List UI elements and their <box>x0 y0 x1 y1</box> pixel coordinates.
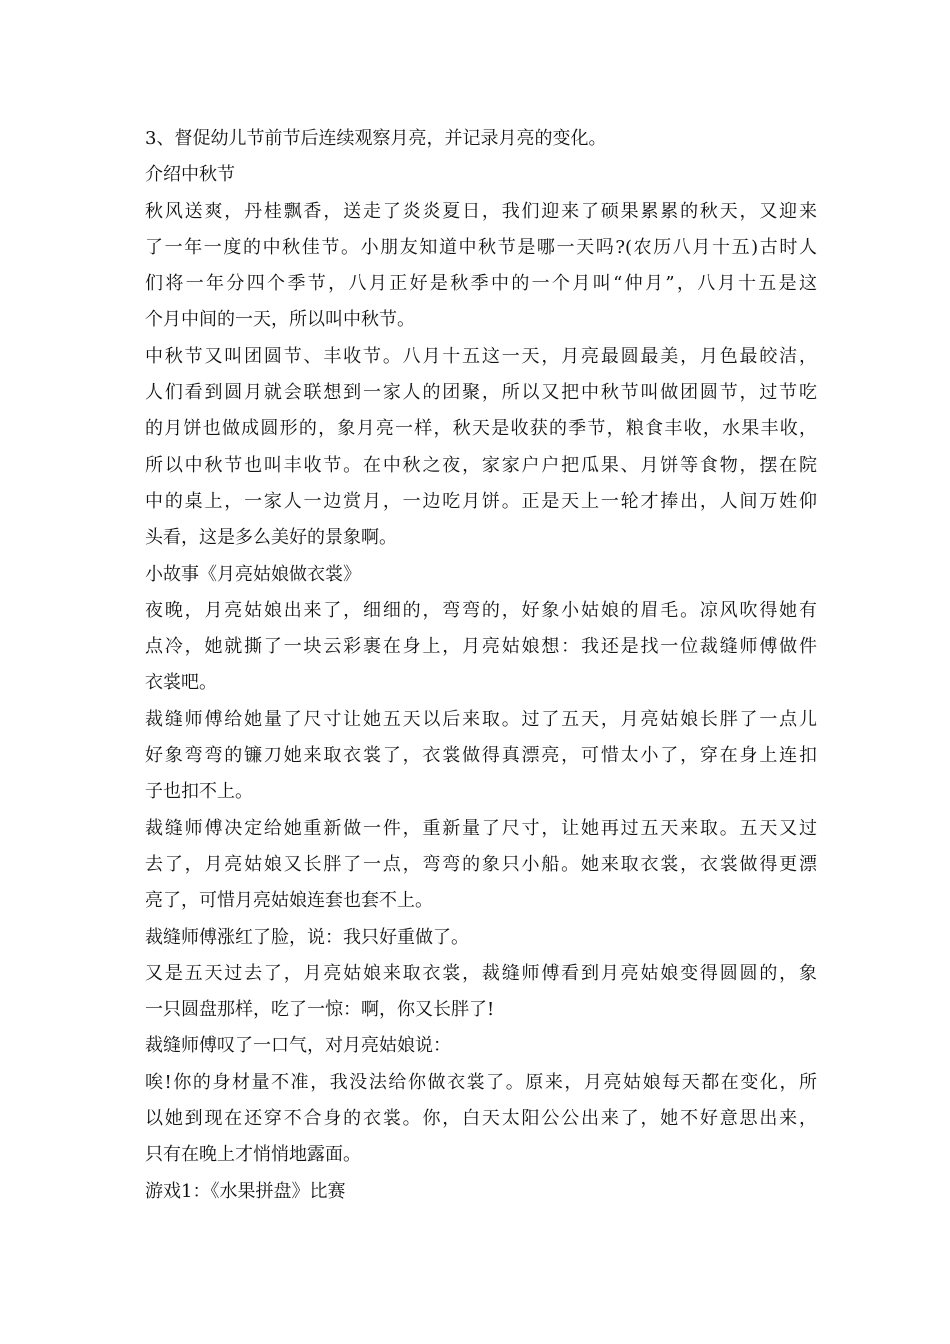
text-line: 头看，这是多么美好的景象啊。 <box>145 527 397 549</box>
text-line: 衣裳吧。 <box>145 672 217 694</box>
text-line: 唉!你的身材量不准，我没法给你做衣裳了。原来，月亮姑娘每天都在变化，所 <box>145 1071 817 1093</box>
text-line: 人们看到圆月就会联想到一家人的团聚，所以又把中秋节叫做团圆节，过节吃 <box>145 382 817 404</box>
text-line: 点冷，她就撕了一块云彩裹在身上，月亮姑娘想：我还是找一位裁缝师傅做件 <box>145 636 817 658</box>
text-line: 秋风送爽，丹桂飘香，送走了炎炎夏日，我们迎来了硕果累累的秋天，又迎来 <box>145 200 817 222</box>
text-line: 裁缝师傅叹了一口气，对月亮姑娘说： <box>145 1035 451 1057</box>
text-line: 中秋节又叫团圆节、丰收节。八月十五这一天，月亮最圆最美，月色最皎洁， <box>145 345 817 367</box>
text-line: 一只圆盘那样，吃了一惊：啊，你又长胖了! <box>145 999 495 1021</box>
text-line: 所以中秋节也叫丰收节。在中秋之夜，家家户户把瓜果、月饼等食物，摆在院 <box>145 454 817 476</box>
text-line: 子也扣不上。 <box>145 781 253 803</box>
text-line: 又是五天过去了，月亮姑娘来取衣裳，裁缝师傅看到月亮姑娘变得圆圆的，象 <box>145 962 817 984</box>
text-line: 亮了，可惜月亮姑娘连套也套不上。 <box>145 890 433 912</box>
text-line: 的月饼也做成圆形的，象月亮一样，秋天是收获的季节，粮食丰收，水果丰收， <box>145 418 817 440</box>
text-line: 去了，月亮姑娘又长胖了一点，弯弯的象只小船。她来取衣裳，衣裳做得更漂 <box>145 853 817 875</box>
text-line: 裁缝师傅给她量了尺寸让她五天以后来取。过了五天，月亮姑娘长胖了一点儿 <box>145 708 817 730</box>
text-line: 裁缝师傅决定给她重新做一件，重新量了尺寸，让她再过五天来取。五天又过 <box>145 817 817 839</box>
document-body <box>145 121 817 1210</box>
text-line: 3、督促幼儿节前节后连续观察月亮，并记录月亮的变化。 <box>145 128 607 149</box>
text-line: 了一年一度的中秋佳节。小朋友知道中秋节是哪一天吗?(农历八月十五)古时人 <box>145 236 817 258</box>
text-line: 们将一年分四个季节，八月正好是秋季中的一个月叫“仲月”，八月十五是这 <box>145 273 817 295</box>
text-line: 以她到现在还穿不合身的衣裳。你，白天太阳公公出来了，她不好意思出来， <box>145 1108 817 1130</box>
text-line: 介绍中秋节 <box>145 164 235 186</box>
text-line: 只有在晚上才悄悄地露面。 <box>145 1144 361 1166</box>
text-line: 个月中间的一天，所以叫中秋节。 <box>145 309 415 331</box>
text-line: 裁缝师傅涨红了脸，说：我只好重做了。 <box>145 926 469 948</box>
text-line: 游戏1：《水果拼盘》比赛 <box>145 1180 346 1202</box>
text-line: 中的桌上，一家人一边赏月，一边吃月饼。正是天上一轮才捧出，人间万姓仰 <box>145 490 817 512</box>
text-line: 好象弯弯的镰刀她来取衣裳了，衣裳做得真漂亮，可惜太小了，穿在身上连扣 <box>145 745 817 767</box>
text-line: 小故事《月亮姑娘做衣裳》 <box>145 563 361 585</box>
text-line: 夜晚，月亮姑娘出来了，细细的，弯弯的，好象小姑娘的眉毛。凉风吹得她有 <box>145 599 817 621</box>
